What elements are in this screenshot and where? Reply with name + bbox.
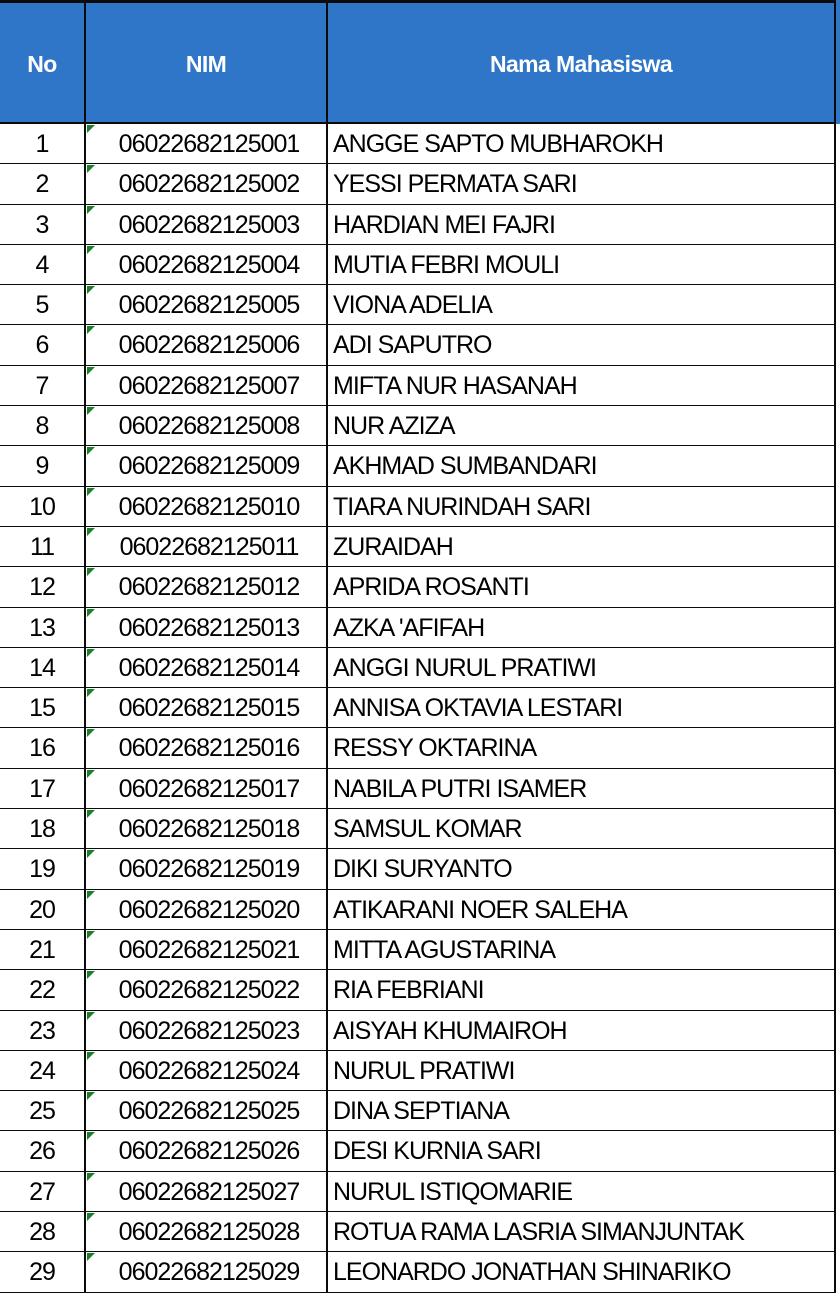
cell-nim[interactable] xyxy=(86,688,328,728)
cell-no[interactable]: 28 xyxy=(0,1212,86,1252)
text-number-indicator-icon xyxy=(87,1253,95,1261)
cell-nim[interactable] xyxy=(86,890,328,930)
cell-nim[interactable] xyxy=(86,567,328,607)
cell-no[interactable]: 5 xyxy=(0,285,86,325)
text-number-indicator-icon xyxy=(87,689,95,697)
cell-no[interactable]: 26 xyxy=(0,1131,86,1171)
cell-nama[interactable]: ZURAIDAH xyxy=(328,527,836,567)
cell-nama[interactable]: MUTIA FEBRI MOULI xyxy=(328,245,836,285)
cell-nim[interactable] xyxy=(86,325,328,365)
cell-nama[interactable]: RESSY OKTARINA xyxy=(328,728,836,768)
cell-nim-value: 06022682125002 xyxy=(118,170,300,199)
cell-nama[interactable]: AKHMAD SUMBANDARI xyxy=(328,446,836,486)
table-row xyxy=(0,688,840,728)
cell-nim[interactable] xyxy=(86,608,328,648)
cell-nim-value: 06022682125023 xyxy=(118,1016,300,1045)
table-body xyxy=(0,124,840,1293)
text-number-indicator-icon xyxy=(87,810,95,818)
cell-nim[interactable] xyxy=(86,1091,328,1131)
text-number-indicator-icon xyxy=(87,206,95,214)
cell-no[interactable]: 16 xyxy=(0,728,86,768)
cell-nim-value: 06022682125017 xyxy=(118,774,300,803)
cell-nama[interactable]: TIARA NURINDAH SARI xyxy=(328,487,836,527)
column-header-nama-label: Nama Mahasiswa xyxy=(489,51,673,77)
table-row xyxy=(0,970,840,1010)
cell-no[interactable]: 12 xyxy=(0,567,86,607)
text-number-indicator-icon xyxy=(87,528,95,536)
cell-nim-value: 06022682125029 xyxy=(118,1258,300,1287)
cell-nim-value: 06022682125025 xyxy=(118,1097,300,1126)
cell-nim[interactable] xyxy=(86,245,328,285)
text-number-indicator-icon xyxy=(87,367,95,375)
text-number-indicator-icon xyxy=(87,1213,95,1221)
text-number-indicator-icon xyxy=(87,1092,95,1100)
cell-nim[interactable] xyxy=(86,205,328,245)
cell-nama[interactable]: ANGGE SAPTO MUBHAROKH xyxy=(328,124,836,164)
cell-no[interactable]: 4 xyxy=(0,245,86,285)
text-number-indicator-icon xyxy=(87,286,95,294)
cell-nim-value: 06022682125013 xyxy=(118,613,300,642)
cell-nama[interactable]: NABILA PUTRI ISAMER xyxy=(328,769,836,809)
cell-no[interactable]: 29 xyxy=(0,1252,86,1292)
cell-nama[interactable]: VIONA ADELIA xyxy=(328,285,836,325)
text-number-indicator-icon xyxy=(87,850,95,858)
cell-nim[interactable] xyxy=(86,1011,328,1051)
table-row xyxy=(0,325,840,365)
text-number-indicator-icon xyxy=(87,1173,95,1181)
text-number-indicator-icon xyxy=(87,447,95,455)
cell-nim-value: 06022682125007 xyxy=(118,371,300,400)
table-row xyxy=(0,1252,840,1292)
table-row xyxy=(0,527,840,567)
cell-nama[interactable]: HARDIAN MEI FAJRI xyxy=(328,205,836,245)
cell-nama[interactable]: ADI SAPUTRO xyxy=(328,325,836,365)
cell-no[interactable]: 15 xyxy=(0,688,86,728)
cell-nim-value: 06022682125008 xyxy=(118,412,300,441)
cell-no[interactable]: 20 xyxy=(0,890,86,930)
text-number-indicator-icon xyxy=(87,971,95,979)
cell-nama[interactable]: ANNISA OKTAVIA LESTARI xyxy=(328,688,836,728)
cell-nim[interactable] xyxy=(86,164,328,204)
cell-no[interactable]: 22 xyxy=(0,970,86,1010)
cell-no[interactable]: 23 xyxy=(0,1011,86,1051)
cell-nama[interactable]: ANGGI NURUL PRATIWI xyxy=(328,648,836,688)
text-number-indicator-icon xyxy=(87,246,95,254)
table-row xyxy=(0,406,840,446)
column-header-no-label: No xyxy=(27,51,57,77)
cell-nim[interactable] xyxy=(86,487,328,527)
table-row xyxy=(0,1091,840,1131)
table-row xyxy=(0,608,840,648)
cell-nama[interactable]: MITTA AGUSTARINA xyxy=(328,930,836,970)
cell-no[interactable]: 11 xyxy=(0,527,86,567)
text-number-indicator-icon xyxy=(87,649,95,657)
cell-nim[interactable] xyxy=(86,648,328,688)
cell-nim-value: 06022682125018 xyxy=(118,815,300,844)
table-row xyxy=(0,124,840,164)
cell-nim-value: 06022682125028 xyxy=(118,1218,300,1247)
table-row xyxy=(0,809,840,849)
cell-nama[interactable]: NURUL PRATIWI xyxy=(328,1051,836,1091)
cell-nim-value: 06022682125021 xyxy=(118,935,300,964)
cell-nim[interactable] xyxy=(86,446,328,486)
cell-nama[interactable]: YESSI PERMATA SARI xyxy=(328,164,836,204)
table-row xyxy=(0,567,840,607)
table-row xyxy=(0,930,840,970)
cell-nim[interactable] xyxy=(86,527,328,567)
cell-nim[interactable] xyxy=(86,1212,328,1252)
table-row xyxy=(0,1131,840,1171)
text-number-indicator-icon xyxy=(87,488,95,496)
cell-nim-value: 06022682125012 xyxy=(118,573,300,602)
cell-nim-value: 06022682125006 xyxy=(118,331,300,360)
cell-nim[interactable] xyxy=(86,728,328,768)
cell-nim[interactable] xyxy=(86,124,328,164)
cell-no[interactable]: 8 xyxy=(0,406,86,446)
cell-nama[interactable]: NUR AZIZA xyxy=(328,406,836,446)
cell-no[interactable]: 13 xyxy=(0,608,86,648)
cell-no[interactable]: 7 xyxy=(0,366,86,406)
cell-nim[interactable] xyxy=(86,1252,328,1292)
cell-no[interactable]: 17 xyxy=(0,769,86,809)
text-number-indicator-icon xyxy=(87,568,95,576)
cell-nim-value: 06022682125022 xyxy=(118,976,300,1005)
cell-nim-value: 06022682125026 xyxy=(118,1137,300,1166)
column-header-no[interactable] xyxy=(0,0,86,124)
cell-nama[interactable]: APRIDA ROSANTI xyxy=(328,567,836,607)
text-number-indicator-icon xyxy=(87,1132,95,1140)
table-row xyxy=(0,285,840,325)
cell-nama[interactable]: DESI KURNIA SARI xyxy=(328,1131,836,1171)
cell-nim-value: 06022682125009 xyxy=(118,452,300,481)
cell-nim-value: 06022682125020 xyxy=(118,895,300,924)
cell-no[interactable]: 24 xyxy=(0,1051,86,1091)
cell-no[interactable]: 1 xyxy=(0,124,86,164)
text-number-indicator-icon xyxy=(87,125,95,133)
text-number-indicator-icon xyxy=(87,165,95,173)
cell-nim-value: 06022682125004 xyxy=(118,250,300,279)
cell-nim-value: 06022682125024 xyxy=(118,1056,300,1085)
cell-nim[interactable] xyxy=(86,406,328,446)
table-row xyxy=(0,728,840,768)
table-row xyxy=(0,1011,840,1051)
cell-nim[interactable] xyxy=(86,970,328,1010)
cell-nim-value: 06022682125015 xyxy=(118,694,300,723)
table-row xyxy=(0,1051,840,1091)
text-number-indicator-icon xyxy=(87,407,95,415)
text-number-indicator-icon xyxy=(87,891,95,899)
sheet-edge xyxy=(836,124,840,1308)
text-number-indicator-icon xyxy=(87,729,95,737)
cell-nim[interactable] xyxy=(86,1131,328,1171)
cell-no[interactable]: 10 xyxy=(0,487,86,527)
cell-nim-value: 06022682125001 xyxy=(118,130,300,158)
cell-nim[interactable] xyxy=(86,1172,328,1212)
cell-nama[interactable]: LEONARDO JONATHAN SHINARIKO xyxy=(328,1252,836,1292)
text-number-indicator-icon xyxy=(87,326,95,334)
cell-nim-value: 06022682125019 xyxy=(118,855,300,884)
table-row xyxy=(0,890,840,930)
cell-no[interactable]: 25 xyxy=(0,1091,86,1131)
cell-nama[interactable]: ROTUA RAMA LASRIA SIMANJUNTAK xyxy=(328,1212,836,1252)
cell-no[interactable]: 14 xyxy=(0,648,86,688)
column-header-nim-label: NIM xyxy=(185,51,227,77)
column-header-nama[interactable] xyxy=(328,0,836,124)
cell-nama[interactable]: RIA FEBRIANI xyxy=(328,970,836,1010)
column-header-nim[interactable] xyxy=(86,0,328,124)
cell-no[interactable]: 6 xyxy=(0,325,86,365)
cell-nim-value: 06022682125014 xyxy=(118,653,300,682)
cell-nim[interactable] xyxy=(86,769,328,809)
cell-nim[interactable] xyxy=(86,930,328,970)
text-number-indicator-icon xyxy=(87,609,95,617)
cell-nama[interactable]: AISYAH KHUMAIROH xyxy=(328,1011,836,1051)
table-row xyxy=(0,769,840,809)
table-row xyxy=(0,849,840,889)
table-header xyxy=(0,0,840,124)
cell-no[interactable]: 9 xyxy=(0,446,86,486)
table-row xyxy=(0,1212,840,1252)
cell-no[interactable]: 18 xyxy=(0,809,86,849)
cell-nama[interactable]: ATIKARANI NOER SALEHA xyxy=(328,890,836,930)
cell-nim-value: 06022682125005 xyxy=(118,291,300,320)
cell-nim-value: 06022682125003 xyxy=(118,210,300,239)
table-row xyxy=(0,446,840,486)
table-row xyxy=(0,245,840,285)
table-row xyxy=(0,1172,840,1212)
cell-no[interactable]: 19 xyxy=(0,849,86,889)
cell-no[interactable]: 3 xyxy=(0,205,86,245)
table-row xyxy=(0,205,840,245)
table-row xyxy=(0,366,840,406)
cell-no[interactable]: 27 xyxy=(0,1172,86,1212)
cell-nim[interactable] xyxy=(86,285,328,325)
cell-nama[interactable]: DINA SEPTIANA xyxy=(328,1091,836,1131)
cell-nama[interactable]: NURUL ISTIQOMARIE xyxy=(328,1172,836,1212)
text-number-indicator-icon xyxy=(87,770,95,778)
text-number-indicator-icon xyxy=(87,1052,95,1060)
table-row xyxy=(0,648,840,688)
cell-nim[interactable] xyxy=(86,809,328,849)
cell-nama[interactable]: MIFTA NUR HASANAH xyxy=(328,366,836,406)
cell-nim-value: 06022682125027 xyxy=(118,1177,300,1206)
text-number-indicator-icon xyxy=(87,931,95,939)
cell-nim-value: 06022682125010 xyxy=(118,492,300,521)
cell-nim-value: 06022682125011 xyxy=(119,532,299,561)
cell-nama[interactable]: AZKA 'AFIFAH xyxy=(328,608,836,648)
cell-no[interactable]: 2 xyxy=(0,164,86,204)
cell-nama[interactable]: SAMSUL KOMAR xyxy=(328,809,836,849)
cell-nim[interactable] xyxy=(86,1051,328,1091)
cell-nim[interactable] xyxy=(86,366,328,406)
cell-nama[interactable]: DIKI SURYANTO xyxy=(328,849,836,889)
cell-nim-value: 06022682125016 xyxy=(118,734,300,763)
text-number-indicator-icon xyxy=(87,1012,95,1020)
table-row xyxy=(0,487,840,527)
table-row xyxy=(0,164,840,204)
cell-no[interactable]: 21 xyxy=(0,930,86,970)
cell-nim[interactable] xyxy=(86,849,328,889)
